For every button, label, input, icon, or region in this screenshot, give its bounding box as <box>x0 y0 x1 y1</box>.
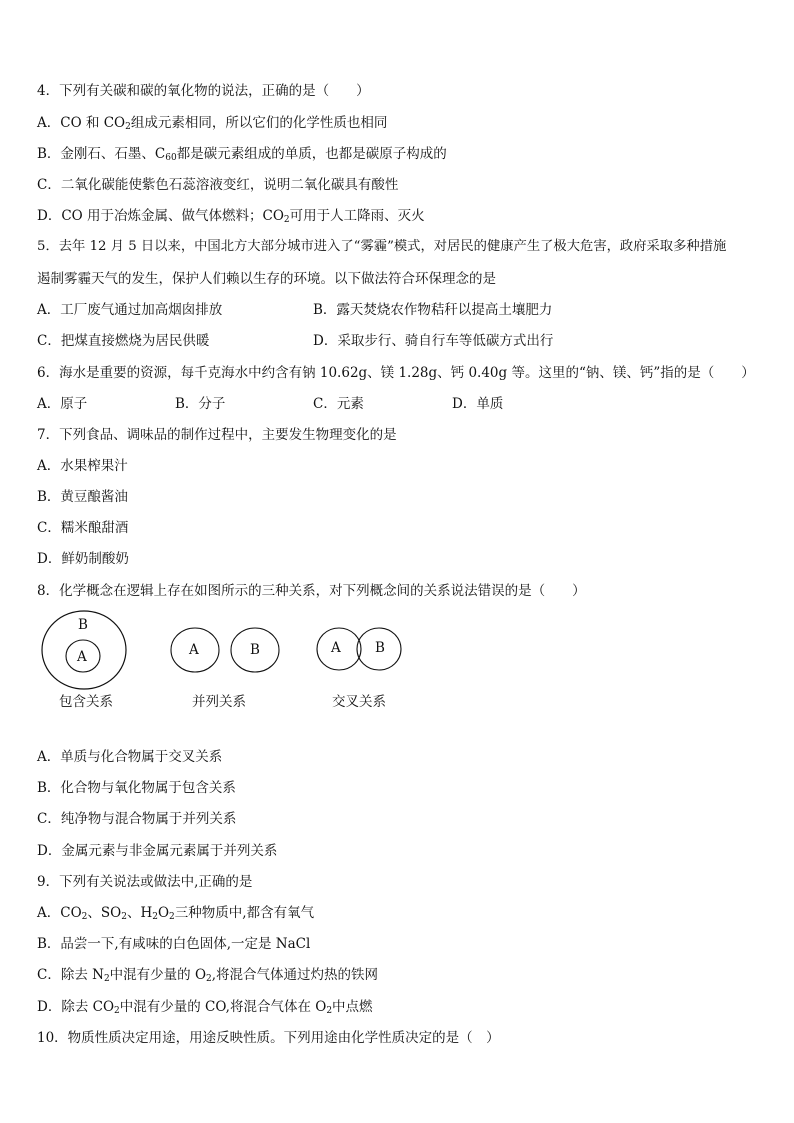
intersection-label-a: A <box>331 640 341 656</box>
caption-inclusion: 包含关系 <box>59 694 113 710</box>
q8-option-a: A．单质与化合物属于交叉关系 <box>37 749 223 765</box>
q6-option-b: B．分子 <box>175 396 226 412</box>
q5-option-d: D．采取步行、骑自行车等低碳方式出行 <box>313 333 554 349</box>
q7-option-a: A．水果榨果汁 <box>37 458 128 474</box>
q8-option-b: B．化合物与氧化物属于包含关系 <box>37 780 236 796</box>
q9-option-a: A．$CO_2$、$SO_2$、$H_2O_2$三种物质中,都含有氧气 <box>37 905 315 922</box>
q5-option-b: B．露天焚烧农作物秸秆以提高土壤肥力 <box>313 302 553 318</box>
q6-option-d: D．单质 <box>452 396 504 412</box>
parallel-label-b: B <box>250 642 260 658</box>
q8-option-d: D．金属元素与非金属元素属于并列关系 <box>37 843 278 859</box>
q5-stem-line2: 遏制雾霾天气的发生，保护人们赖以生存的环境。以下做法符合环保理念的是 <box>37 271 496 287</box>
q8-option-c: C．纯净物与混合物属于并列关系 <box>37 811 237 827</box>
q4-option-d: D．CO 用于冶炼金属、做气体燃料；$CO_2$可用于人工降雨、灭火 <box>37 208 425 225</box>
q5-stem-line1: 5．去年 12 月 5 日以来，中国北方大部分城市进入了“雾霾”模式，对居民的健康产生了极大危害，政府采取多种措施 <box>37 239 727 254</box>
q7-stem: 7．下列食品、调味品的制作过程中，主要发生物理变化的是 <box>37 427 397 443</box>
inclusion-label-b: B <box>78 617 88 633</box>
q9-option-c: C．除去 $N_2$中混有少量的 $O_2$,将混合气体通过灼热的铁网 <box>37 967 379 984</box>
q9-option-d: D．除去 $CO_2$中混有少量的 CO,将混合气体在 $O_2$中点燃 <box>37 999 373 1016</box>
q9-option-b: B．品尝一下,有咸味的白色固体,一定是 NaCl <box>37 936 311 952</box>
caption-parallel: 并列关系 <box>192 694 246 710</box>
q5-option-a: A．工厂废气通过加高烟囱排放 <box>37 302 223 318</box>
q7-option-c: C．糯米酿甜酒 <box>37 520 129 536</box>
q6-stem: 6．海水是重要的资源，每千克海水中约含有钠 10.62g、镁 1.28g、钙 0.40g 等。这里的“钠、镁、钙”指的是（ ） <box>37 365 755 381</box>
inclusion-label-a: A <box>77 649 87 665</box>
q6-option-a: A．原子 <box>37 396 88 412</box>
q8-stem: 8．化学概念在逻辑上存在如图所示的三种关系，对下列概念间的关系说法错误的是（ ） <box>37 583 586 599</box>
q4-option-a: A．CO 和 $CO_2$组成元素相同，所以它们的化学性质也相同 <box>37 115 388 132</box>
q7-option-d: D．鲜奶制酸奶 <box>37 551 129 567</box>
q7-option-b: B．黄豆酿酱油 <box>37 489 128 505</box>
q4-stem: 4．下列有关碳和碳的氧化物的说法，正确的是（ ） <box>37 83 370 99</box>
caption-intersection: 交叉关系 <box>332 694 386 710</box>
q4-option-b: B．金刚石、石墨、$C_{60}$都是碳元素组成的单质，也都是碳原子构成的 <box>37 146 447 163</box>
relationship-diagram <box>30 608 450 718</box>
q4-option-c: C．二氧化碳能使紫色石蕊溶液变红，说明二氧化碳具有酸性 <box>37 177 399 193</box>
q5-option-c: C．把煤直接燃烧为居民供暖 <box>37 333 210 349</box>
q6-option-c: C．元素 <box>313 396 364 412</box>
parallel-label-a: A <box>189 642 199 658</box>
intersection-label-b: B <box>375 640 385 656</box>
q10-stem: 10．物质性质决定用途，用途反映性质。下列用途由化学性质决定的是（ ） <box>37 1030 500 1046</box>
q9-stem: 9．下列有关说法或做法中,正确的是 <box>37 874 253 890</box>
